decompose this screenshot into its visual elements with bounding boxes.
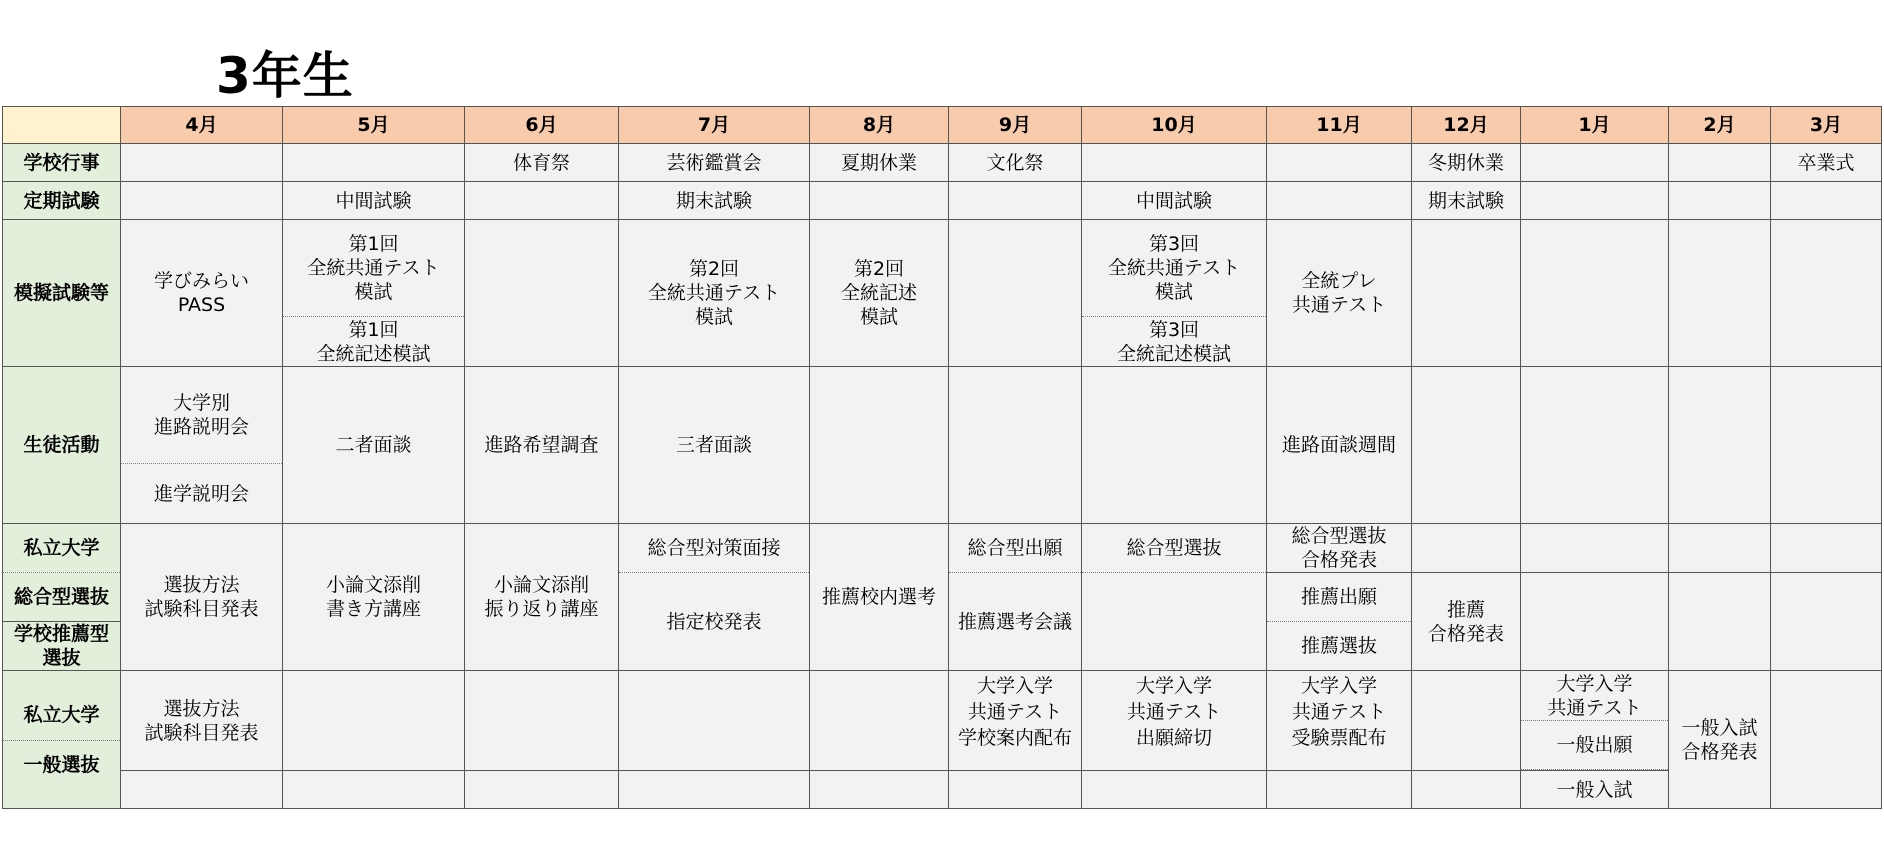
- cell-empty: [1771, 671, 1882, 809]
- cell-empty: [1521, 524, 1669, 573]
- cell-text-box: [1521, 671, 1668, 721]
- school-events-row: [3, 144, 1882, 182]
- row-label: 生徒活動: [3, 367, 121, 524]
- cell-text: 第3回 全統共通テスト 模試: [1107, 233, 1241, 303]
- cell-event: 推薦出願: [1267, 573, 1412, 622]
- cell-event: [1082, 317, 1267, 367]
- cell-empty: [949, 771, 1082, 809]
- cell-empty: [1412, 220, 1521, 367]
- cell-empty: [465, 771, 619, 809]
- cell-empty: [121, 182, 283, 220]
- private-univ-comprehensive-row: [3, 524, 1882, 573]
- cell-event: 進路希望調査: [465, 367, 619, 524]
- row-label: 私立大学: [3, 524, 121, 573]
- cell-event: 総合型選抜: [1082, 524, 1267, 573]
- cell-text: 一般出願: [1521, 721, 1668, 770]
- cell-event: [1521, 671, 1669, 771]
- cell-text: 大学入学 共通テスト 学校案内配布: [957, 675, 1072, 749]
- cell-text: 推薦 合格発表: [1427, 598, 1504, 645]
- cell-event: [121, 367, 283, 464]
- cell-event: [1082, 220, 1267, 317]
- month-header: 11月: [1267, 107, 1412, 144]
- cell-text: 第1回 全統共通テスト 模試: [307, 233, 440, 303]
- cell-text: 第1回 全統記述模試: [316, 318, 431, 365]
- cell-event: [1267, 671, 1412, 771]
- cell-event: 指定校発表: [619, 573, 810, 671]
- month-header: 9月: [949, 107, 1082, 144]
- cell-event: [465, 524, 619, 671]
- cell-event: 総合型対策面接: [619, 524, 810, 573]
- cell-text: 一般入試 合格発表: [1681, 716, 1758, 763]
- cell-empty: [1521, 144, 1669, 182]
- month-header: 2月: [1669, 107, 1771, 144]
- cell-empty: [121, 144, 283, 182]
- cell-event: [949, 671, 1082, 771]
- cell-empty: [949, 182, 1082, 220]
- cell-empty: [1412, 367, 1521, 524]
- cell-event: 三者面談: [619, 367, 810, 524]
- cell-empty: [1521, 182, 1669, 220]
- cell-text: 小論文添削 振り返り講座: [484, 574, 599, 620]
- cell-event: 中間試験: [1082, 182, 1267, 220]
- cell-event: 期末試験: [619, 182, 810, 220]
- mock-exams-row: [3, 220, 1882, 317]
- cell-empty: [619, 671, 810, 771]
- cell-event: [283, 524, 465, 671]
- cell-empty: [810, 367, 949, 524]
- cell-empty: [1771, 524, 1882, 573]
- cell-empty: [1267, 144, 1412, 182]
- month-header: 3月: [1771, 107, 1882, 144]
- cell-empty: [1412, 771, 1521, 809]
- cell-empty: [121, 771, 283, 809]
- row-label: 学校行事: [3, 144, 121, 182]
- cell-event: 芸術鑑賞会: [619, 144, 810, 182]
- cell-text: 第2回 全統記述 模試: [840, 258, 917, 328]
- cell-empty: [1412, 524, 1521, 573]
- cell-empty: [949, 220, 1082, 367]
- cell-empty: [283, 144, 465, 182]
- cell-empty: [465, 671, 619, 771]
- schedule-table: [2, 106, 1882, 809]
- cell-event: [810, 220, 949, 367]
- cell-empty: [1669, 367, 1771, 524]
- cell-event: 文化祭: [949, 144, 1082, 182]
- month-header: 12月: [1412, 107, 1521, 144]
- cell-text: 大学別 進路説明会: [153, 392, 249, 438]
- cell-empty: [1412, 671, 1521, 771]
- cell-event: 夏期休業: [810, 144, 949, 182]
- cell-empty: [1771, 182, 1882, 220]
- cell-event: 進学説明会: [121, 464, 283, 524]
- cell-text: 総合型選抜 合格発表: [1291, 525, 1387, 571]
- cell-empty: [1082, 367, 1267, 524]
- private-univ-general-subrow: [3, 771, 1882, 809]
- cell-event: 推薦選抜: [1267, 622, 1412, 671]
- cell-text: 全統プレ 共通テスト: [1291, 270, 1387, 316]
- cell-empty: [1669, 144, 1771, 182]
- cell-event: [1412, 573, 1521, 671]
- cell-empty: [1669, 182, 1771, 220]
- cell-empty: [465, 182, 619, 220]
- cell-text: 大学入学 共通テスト 出願締切: [1126, 675, 1222, 749]
- month-header: 7月: [619, 107, 810, 144]
- cell-event: 進路面談週間: [1267, 367, 1412, 524]
- corner-cell: [3, 107, 121, 144]
- cell-empty: [1771, 573, 1882, 671]
- private-univ-general-row: [3, 671, 1882, 771]
- cell-event: 推薦校内選考: [810, 524, 949, 671]
- cell-event: 総合型出願: [949, 524, 1082, 573]
- cell-empty: [1669, 524, 1771, 573]
- cell-text: 大学入学 共通テスト: [1547, 672, 1642, 719]
- month-header: 8月: [810, 107, 949, 144]
- cell-empty: [1267, 771, 1412, 809]
- regular-exams-row: [3, 182, 1882, 220]
- cell-empty: [283, 671, 465, 771]
- student-activities-row: [3, 367, 1882, 464]
- row-label: [3, 622, 121, 671]
- cell-text: 小論文添削 書き方講座: [325, 574, 421, 620]
- month-header: 5月: [283, 107, 465, 144]
- cell-text: 第2回 全統共通テスト 模試: [647, 258, 781, 328]
- month-header: 1月: [1521, 107, 1669, 144]
- cell-empty: [1082, 144, 1267, 182]
- cell-empty: [1521, 220, 1669, 367]
- cell-text: 大学入学 共通テスト 受験票配布: [1291, 675, 1387, 749]
- cell-event: 推薦選考会議: [949, 573, 1082, 671]
- cell-empty: [1669, 220, 1771, 367]
- cell-event: [619, 220, 810, 367]
- cell-event: [283, 317, 465, 367]
- cell-empty: [1082, 771, 1267, 809]
- cell-empty: [949, 367, 1082, 524]
- cell-event: [1669, 671, 1771, 809]
- row-label: 模擬試験等: [3, 220, 121, 367]
- cell-empty: [1669, 573, 1771, 671]
- cell-text: 学校推薦型 選抜: [13, 623, 109, 669]
- cell-event: [121, 220, 283, 367]
- cell-empty: [619, 771, 810, 809]
- cell-text: 選抜方法 試験科目発表: [144, 574, 259, 620]
- month-header: 6月: [465, 107, 619, 144]
- cell-event: [121, 671, 283, 771]
- cell-event: [121, 524, 283, 671]
- cell-empty: [1267, 182, 1412, 220]
- row-label: [3, 671, 121, 809]
- cell-event: 体育祭: [465, 144, 619, 182]
- cell-event: [283, 220, 465, 317]
- cell-empty: [1082, 573, 1267, 671]
- cell-text: 一般選抜: [23, 753, 100, 776]
- cell-event: 二者面談: [283, 367, 465, 524]
- cell-event: [1082, 671, 1267, 771]
- cell-text: 選抜方法 試験科目発表: [144, 697, 259, 744]
- cell-empty: [1521, 367, 1669, 524]
- cell-empty: [810, 182, 949, 220]
- cell-empty: [1771, 367, 1882, 524]
- cell-empty: [1521, 573, 1669, 671]
- cell-empty: [810, 671, 949, 771]
- cell-event: 中間試験: [283, 182, 465, 220]
- cell-event: 期末試験: [1412, 182, 1521, 220]
- cell-text: 第3回 全統記述模試: [1116, 318, 1231, 365]
- cell-event: [1267, 220, 1412, 367]
- header-row: [3, 107, 1882, 144]
- cell-text: 私立大学: [3, 691, 120, 741]
- cell-empty: [1771, 220, 1882, 367]
- cell-event: 一般入試: [1521, 771, 1669, 809]
- cell-empty: [810, 771, 949, 809]
- cell-empty: [465, 220, 619, 367]
- cell-empty: [283, 771, 465, 809]
- page-title: 3年生: [216, 47, 354, 105]
- month-header: 4月: [121, 107, 283, 144]
- cell-event: [1267, 524, 1412, 573]
- cell-event: 卒業式: [1771, 144, 1882, 182]
- cell-event: 冬期休業: [1412, 144, 1521, 182]
- month-header: 10月: [1082, 107, 1267, 144]
- cell-text: 学びみらい PASS: [153, 270, 249, 316]
- row-label: 定期試験: [3, 182, 121, 220]
- row-label: 総合型選抜: [3, 573, 121, 622]
